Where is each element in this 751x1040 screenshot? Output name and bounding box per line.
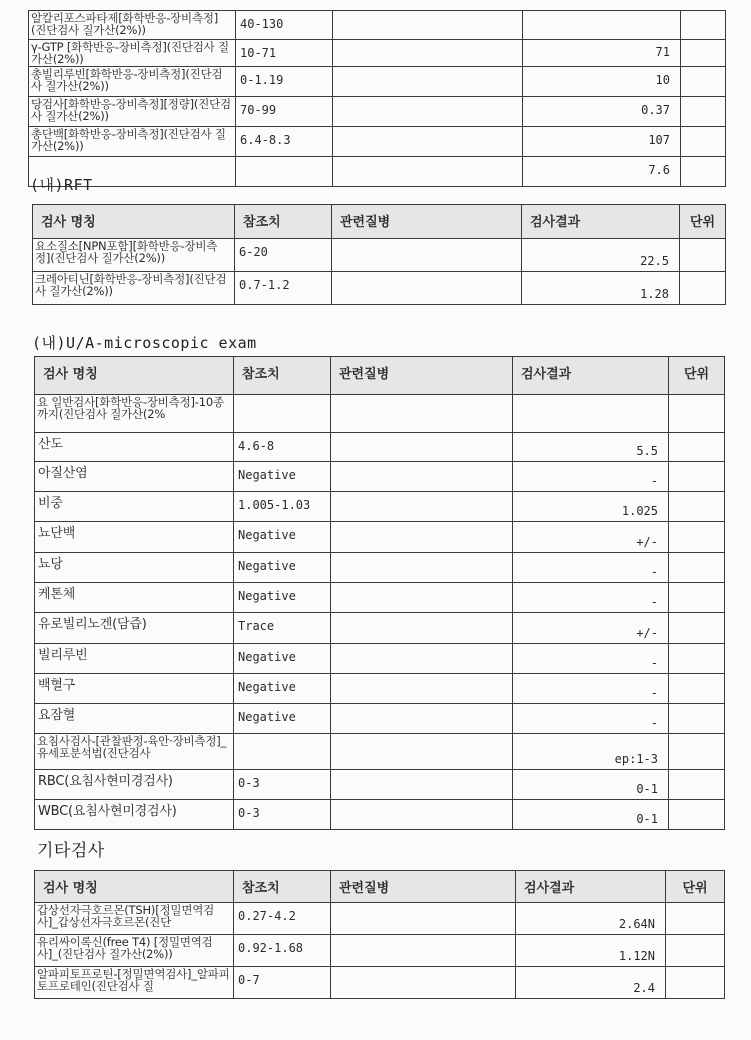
table-header-row — [35, 871, 725, 903]
unit — [669, 674, 725, 704]
unit — [669, 800, 725, 830]
table-row — [35, 770, 725, 800]
header-related-disease: 관련질병 — [332, 205, 522, 239]
test-name: 당검사[화학반응-장비측정][정량](진단검사 질가산(2%)) — [29, 97, 236, 127]
table-row — [35, 583, 725, 613]
reference-range: Negative — [234, 522, 331, 553]
test-result: +/- — [513, 613, 669, 644]
reference-range: 10-71 — [236, 40, 333, 67]
unit — [669, 553, 725, 583]
test-result: - — [513, 704, 669, 734]
related-disease — [333, 97, 523, 127]
reference-range: 0-3 — [234, 800, 331, 830]
table-row — [35, 674, 725, 704]
reference-range: 0-7 — [234, 967, 331, 999]
unit — [669, 644, 725, 674]
reference-range: 0.27-4.2 — [234, 903, 331, 935]
table-row — [35, 522, 725, 553]
unit — [669, 462, 725, 492]
test-name: 요잠혈 — [35, 704, 234, 734]
table-row — [35, 903, 725, 935]
test-result — [513, 395, 669, 433]
test-name: 유리싸이록신(free T4) [정밀면역검사]_(진단검사 질가산(2%)) — [35, 935, 234, 967]
unit — [669, 583, 725, 613]
related-disease — [331, 903, 516, 935]
test-name: 아질산염 — [35, 462, 234, 492]
header-result: 검사결과 — [516, 871, 666, 903]
table-row — [35, 462, 725, 492]
rft-table — [32, 204, 726, 305]
test-name: WBC(요침사현미경검사) — [35, 800, 234, 830]
unit — [681, 127, 726, 157]
test-result: - — [513, 553, 669, 583]
table-row — [29, 11, 726, 40]
table-row — [29, 97, 726, 127]
header-related-disease: 관련질병 — [331, 357, 513, 395]
unit — [681, 11, 726, 40]
test-result: 0-1 — [513, 770, 669, 800]
table-row — [35, 967, 725, 999]
table-header-row — [35, 357, 725, 395]
reference-range: Negative — [234, 462, 331, 492]
table-row — [29, 127, 726, 157]
section-title-etc: 기타검사 — [37, 841, 105, 861]
test-result: 1.28 — [522, 272, 680, 305]
reference-range — [234, 734, 331, 770]
test-name: γ-GTP [화학반응-장비측정](진단검사 질가산(2%)) — [29, 40, 236, 67]
related-disease — [333, 127, 523, 157]
unit — [666, 903, 725, 935]
section-title-rft: (내)RFT — [30, 176, 93, 194]
test-result: 0-1 — [513, 800, 669, 830]
test-name: 요침사검사-[관찰판정-육안·장비측정]_유세포분석법(진단검사 — [35, 734, 234, 770]
table-row — [35, 492, 725, 522]
table-row — [35, 433, 725, 462]
related-disease — [333, 67, 523, 97]
related-disease — [331, 492, 513, 522]
table-row — [35, 395, 725, 433]
reference-range: 40-130 — [236, 11, 333, 40]
header-test-name: 검사 명칭 — [35, 871, 234, 903]
header-reference: 참조치 — [234, 871, 331, 903]
header-reference: 참조치 — [235, 205, 332, 239]
related-disease — [332, 239, 522, 272]
test-result: 0.37 — [523, 97, 681, 127]
header-unit: 단위 — [666, 871, 725, 903]
table-header-row — [33, 205, 726, 239]
header-unit: 단위 — [680, 205, 726, 239]
table-row — [35, 613, 725, 644]
test-name: 뇨단백 — [35, 522, 234, 553]
header-unit: 단위 — [669, 357, 725, 395]
reference-range: 0.7-1.2 — [235, 272, 332, 305]
test-name: 빌리루빈 — [35, 644, 234, 674]
header-result: 검사결과 — [513, 357, 669, 395]
unit — [680, 272, 726, 305]
related-disease — [331, 770, 513, 800]
test-result — [523, 11, 681, 40]
test-name: 산도 — [35, 433, 234, 462]
reference-range: 4.6-8 — [234, 433, 331, 462]
reference-range — [234, 395, 331, 433]
related-disease — [331, 613, 513, 644]
reference-range: Negative — [234, 553, 331, 583]
table-row — [35, 734, 725, 770]
related-disease — [331, 967, 516, 999]
unit — [666, 935, 725, 967]
header-related-disease: 관련질병 — [331, 871, 516, 903]
reference-range: Negative — [234, 644, 331, 674]
related-disease — [333, 157, 523, 187]
reference-range: 6.4-8.3 — [236, 127, 333, 157]
test-name: 총단백[화학반응-장비측정](진단검사 질가산(2%)) — [29, 127, 236, 157]
reference-range: Trace — [234, 613, 331, 644]
related-disease — [333, 40, 523, 67]
test-result: 1.12N — [516, 935, 666, 967]
reference-range — [236, 157, 333, 187]
test-name: 비중 — [35, 492, 234, 522]
header-test-name: 검사 명칭 — [33, 205, 235, 239]
test-name: 백혈구 — [35, 674, 234, 704]
unit — [669, 395, 725, 433]
urinalysis-table — [34, 356, 725, 830]
test-result: 71 — [523, 40, 681, 67]
test-name: 요소질소[NPN포함][화학반응-장비측정](진단검사 질가산(2%)) — [33, 239, 235, 272]
table-row — [35, 704, 725, 734]
test-name: 갑상선자극호르몬(TSH)[정밀면역검사]_갑상선자극호르몬(진단 — [35, 903, 234, 935]
table-row — [35, 935, 725, 967]
unit — [669, 613, 725, 644]
other-tests-table — [34, 870, 725, 999]
test-result: 22.5 — [522, 239, 680, 272]
unit — [669, 704, 725, 734]
test-result: 2.4 — [516, 967, 666, 999]
test-name: RBC(요침사현미경검사) — [35, 770, 234, 800]
unit — [680, 239, 726, 272]
reference-range: Negative — [234, 674, 331, 704]
table-row — [35, 553, 725, 583]
liver-function-table — [28, 10, 726, 187]
test-name: 총빌리루빈[화학반응-장비측정](진단검사 질가산(2%)) — [29, 67, 236, 97]
header-result: 검사결과 — [522, 205, 680, 239]
related-disease — [332, 272, 522, 305]
reference-range: 1.005-1.03 — [234, 492, 331, 522]
test-name: 크레아티닌[화학반응-장비측정](진단검사 질가산(2%)) — [33, 272, 235, 305]
test-name: 알파피토프로틴-[정밀면역검사]_알파피토프로테인(진단검사 질 — [35, 967, 234, 999]
related-disease — [331, 395, 513, 433]
related-disease — [331, 800, 513, 830]
reference-range: 70-99 — [236, 97, 333, 127]
unit — [669, 770, 725, 800]
unit — [669, 734, 725, 770]
unit — [666, 967, 725, 999]
related-disease — [331, 522, 513, 553]
related-disease — [331, 935, 516, 967]
test-name: 케톤체 — [35, 583, 234, 613]
header-test-name: 검사 명칭 — [35, 357, 234, 395]
header-reference: 참조치 — [234, 357, 331, 395]
test-result: - — [513, 583, 669, 613]
test-result: 107 — [523, 127, 681, 157]
related-disease — [331, 583, 513, 613]
related-disease — [331, 644, 513, 674]
test-name: 뇨당 — [35, 553, 234, 583]
test-result: 2.64N — [516, 903, 666, 935]
test-result: - — [513, 674, 669, 704]
unit — [681, 67, 726, 97]
reference-range: 6-20 — [235, 239, 332, 272]
table-row — [33, 239, 726, 272]
related-disease — [333, 11, 523, 40]
test-name: 알칼리포스파타제[화학반응-장비측정](진단검사 질가산(2%)) — [29, 11, 236, 40]
unit — [669, 492, 725, 522]
unit — [669, 522, 725, 553]
test-result: ep:1-3 — [513, 734, 669, 770]
test-result: - — [513, 644, 669, 674]
related-disease — [331, 433, 513, 462]
test-result: 10 — [523, 67, 681, 97]
reference-range: Negative — [234, 583, 331, 613]
test-name: 요 일반검사[화학반응-장비측정]-10종까지(진단검사 질가산(2% — [35, 395, 234, 433]
unit — [681, 157, 726, 187]
test-result: - — [513, 462, 669, 492]
test-result: 7.6 — [523, 157, 681, 187]
reference-range: 0-3 — [234, 770, 331, 800]
table-row — [29, 157, 726, 187]
related-disease — [331, 462, 513, 492]
related-disease — [331, 553, 513, 583]
test-result: +/- — [513, 522, 669, 553]
table-row — [29, 40, 726, 67]
reference-range: 0.92-1.68 — [234, 935, 331, 967]
test-result: 1.025 — [513, 492, 669, 522]
table-row — [33, 272, 726, 305]
table-row — [29, 67, 726, 97]
section-title-ua: (내)U/A-microscopic exam — [32, 334, 257, 352]
table-row — [35, 800, 725, 830]
unit — [681, 97, 726, 127]
related-disease — [331, 704, 513, 734]
test-name: 유로빌리노겐(담즙) — [35, 613, 234, 644]
reference-range: 0-1.19 — [236, 67, 333, 97]
unit — [681, 40, 726, 67]
related-disease — [331, 674, 513, 704]
table-row — [35, 644, 725, 674]
test-result: 5.5 — [513, 433, 669, 462]
reference-range: Negative — [234, 704, 331, 734]
unit — [669, 433, 725, 462]
related-disease — [331, 734, 513, 770]
